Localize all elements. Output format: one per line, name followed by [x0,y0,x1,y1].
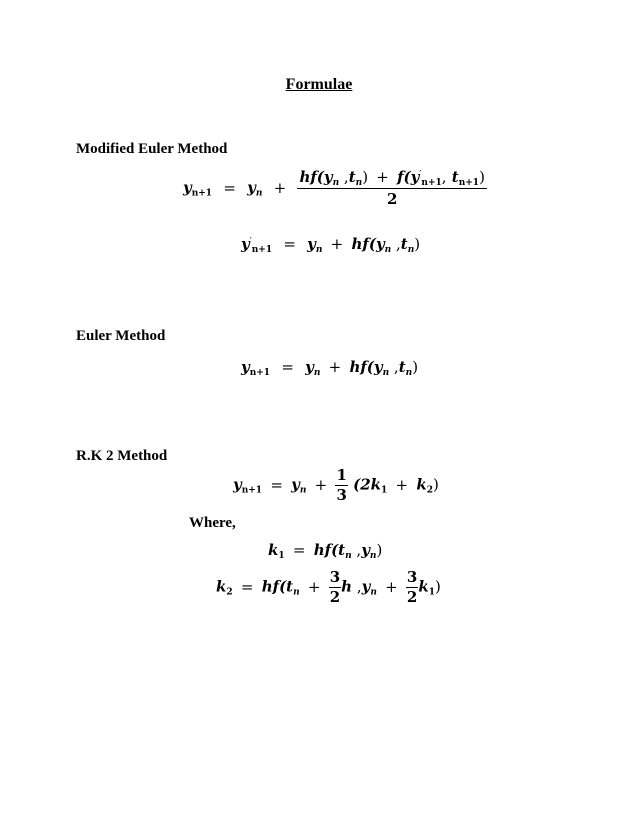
where-label: Where, [189,515,236,531]
page-title: Formulae [285,76,353,93]
fraction-three-halves-b: $\frac{3}{2}$ [406,568,418,606]
fraction-three-halves-a: $\frac{3}{2}$ [329,568,341,606]
equation-rk2-main: $y_{n+1} = y_n$ + $\frac{1}{3}$ $(2k_1 + k_2)$ [233,466,439,504]
equation-rk2-k2: $k_2 = hf(t_n$ + $\frac{3}{2}$ h $,y_n$ + $\frac{3}{2}$ $k_1$) [216,568,441,606]
fraction-one-third: $\frac{1}{3}$ [336,466,347,504]
equation-rk2-k1: $k_1 = hf(t_n$ $,y_n$) [268,541,383,561]
heading-rk2: R.K 2 Method [76,448,168,464]
heading-euler: Euler Method [76,328,166,344]
equation-euler: $y_{n+1} = y_n + hf(y_n$ $,t_n$) [241,358,419,378]
fraction-modified-euler: $\frac{hf(y_n ,t_n) + f(y'_{n+1}, t_{n+1})}{2}$ [299,168,485,208]
equation-modified-euler-predictor: $y'_{n+1} = y_n + hf(y_n$ $,t_n$) [241,235,421,255]
equation-modified-euler-main: $y_{n+1} = y_n$ + $\frac{hf(y_n ,t_n) + f(y'_{n+1}, t_{n+1})}{2}$ [183,168,485,208]
heading-modified-euler: Modified Euler Method [76,141,228,157]
